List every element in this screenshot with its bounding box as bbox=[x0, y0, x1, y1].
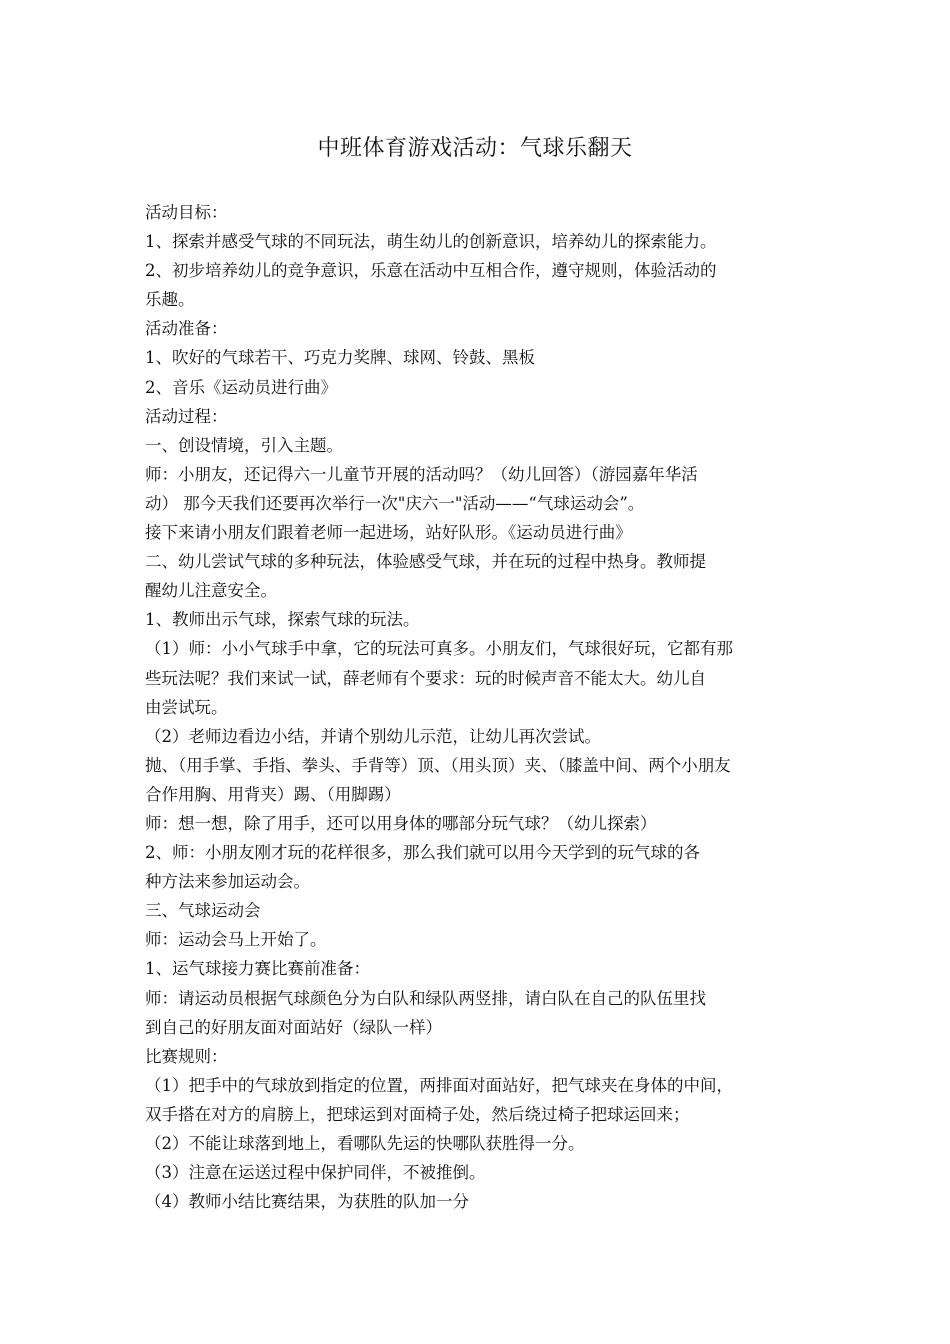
paragraph-line: （4）教师小结比赛结果，为获胜的队加一分 bbox=[145, 1192, 469, 1212]
document-title: 中班体育游戏活动：气球乐翻天 bbox=[317, 136, 633, 161]
paragraph-line: 师：小朋友，还记得六一儿童节开展的活动吗？（幼儿回答）（游园嘉年华活 bbox=[145, 464, 698, 484]
paragraph-line: （1）师：小小气球手中拿，它的玩法可真多。小朋友们，气球很好玩，它都有那 bbox=[145, 639, 733, 659]
paragraph-line: （1）把手中的气球放到指定的位置，两排面对面站好，把气球夹在身体的中间， bbox=[145, 1075, 733, 1095]
paragraph-line: （2）不能让球落到地上，看哪队先运的快哪队获胜得一分。 bbox=[145, 1134, 585, 1153]
paragraph-line: 1、运气球接力赛比赛前准备： bbox=[145, 959, 370, 979]
paragraph-line: 1、教师出示气球，探索气球的玩法。 bbox=[145, 610, 420, 630]
paragraph-line: 二、幼儿尝试气球的多种玩法，体验感受气球，并在玩的过程中热身。教师提 bbox=[145, 552, 706, 572]
paragraph-line: 动） 那今天我们还要再次举行一次"庆六一"活动——“气球运动会”。 bbox=[145, 493, 645, 513]
paragraph-line: 接下来请小朋友们跟着老师一起进场，站好队形。《运动员进行曲》 bbox=[145, 523, 632, 543]
paragraph-line: 活动过程： bbox=[145, 406, 228, 426]
document-body bbox=[145, 198, 813, 1216]
paragraph-line: 由尝试玩。 bbox=[145, 697, 228, 717]
paragraph-line: 师：运动会马上开始了。 bbox=[145, 930, 327, 950]
paragraph-line: 些玩法呢？我们来试一试，薛老师有个要求：玩的时候声音不能太大。幼儿自 bbox=[145, 668, 706, 688]
paragraph-line: 2、师：小朋友刚才玩的花样很多，那么我们就可以用今天学到的玩气球的各 bbox=[145, 843, 700, 863]
paragraph-line: 三、气球运动会 bbox=[145, 901, 261, 921]
paragraph-line: 比赛规则： bbox=[145, 1046, 228, 1066]
paragraph-line: （2）老师边看边小结，并请个别幼儿示范，让幼儿再次尝试。 bbox=[145, 726, 601, 746]
paragraph-line: 2、初步培养幼儿的竞争意识，乐意在活动中互相合作，遵守规则，体验活动的 bbox=[145, 261, 717, 281]
paragraph-line: 抛、（用手掌、手指、拳头、手背等）顶、（用头顶）夹、（膝盖中间、两个小朋友 bbox=[145, 755, 731, 775]
paragraph-line: 活动准备： bbox=[145, 319, 228, 339]
paragraph-line: 活动目标： bbox=[145, 203, 228, 222]
paragraph-line: 1、探索并感受气球的不同玩法，萌生幼儿的创新意识，培养幼儿的探索能力。 bbox=[145, 232, 717, 252]
paragraph-line: 乐趣。 bbox=[145, 290, 195, 310]
paragraph-line: （3）注意在运送过程中保护同伴，不被推倒。 bbox=[145, 1163, 486, 1183]
paragraph-line: 1、吹好的气球若干、巧克力奖牌、球网、铃鼓、黑板 bbox=[145, 348, 535, 368]
paragraph-line: 一、创设情境，引入主题。 bbox=[145, 435, 343, 455]
paragraph-line: 师：请运动员根据气球颜色分为白队和绿队两竖排，请白队在自己的队伍里找 bbox=[145, 988, 706, 1008]
paragraph-line: 双手搭在对方的肩膀上，把球运到对面椅子处，然后绕过椅子把球运回来； bbox=[145, 1104, 690, 1124]
paragraph-line: 2、音乐《运动员进行曲》 bbox=[145, 377, 337, 397]
paragraph-line: 醒幼儿注意安全。 bbox=[145, 581, 277, 601]
paragraph-line: 到自己的好朋友面对面站好（绿队一样） bbox=[145, 1017, 442, 1037]
paragraph-line: 师：想一想，除了用手，还可以用身体的哪部分玩气球？（幼儿探索） bbox=[145, 813, 657, 833]
paragraph-line: 种方法来参加运动会。 bbox=[145, 872, 310, 892]
paragraph-line: 合作用胸、用背夹）踢、（用脚踢） bbox=[145, 784, 401, 804]
